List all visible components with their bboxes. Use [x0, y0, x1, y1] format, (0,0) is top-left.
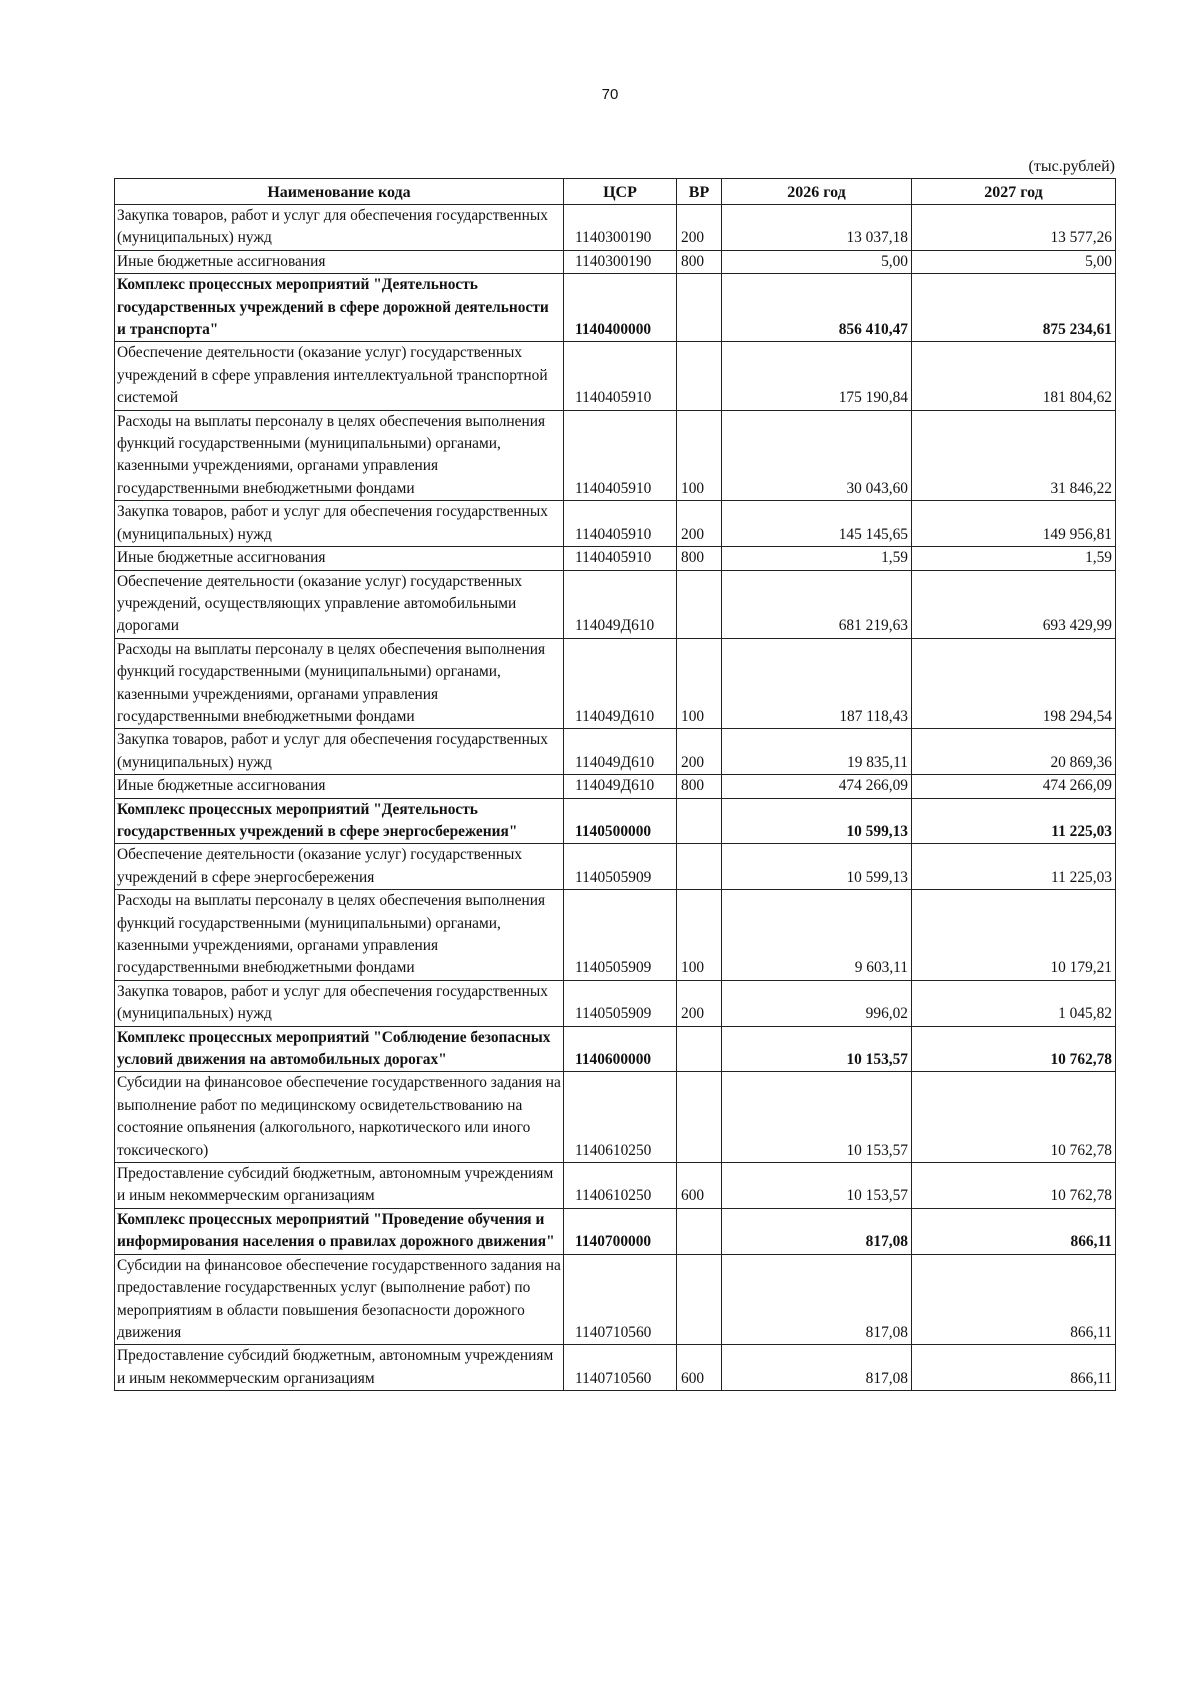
cell-vr: 100	[677, 638, 722, 729]
cell-vr: 100	[677, 890, 722, 981]
cell-csr: 1140405910	[564, 410, 677, 501]
cell-2026: 474 266,09	[722, 775, 912, 798]
cell-csr: 1140610250	[564, 1072, 677, 1163]
header-csr: ЦСР	[564, 179, 677, 205]
cell-csr: 1140505909	[564, 844, 677, 890]
cell-csr: 1140405910	[564, 501, 677, 547]
cell-2026: 996,02	[722, 980, 912, 1026]
cell-name: Расходы на выплаты персоналу в целях обеспечения выполнения функций государственными (муниципальными) органами, казенными учреждениями, органами управления государственными внебюджетными фондами	[115, 890, 564, 981]
cell-csr: 1140505909	[564, 980, 677, 1026]
cell-2027: 31 846,22	[912, 410, 1116, 501]
cell-2027: 10 762,78	[912, 1026, 1116, 1072]
cell-csr: 114049Д610	[564, 775, 677, 798]
cell-vr: 600	[677, 1345, 722, 1391]
cell-2027: 866,11	[912, 1345, 1116, 1391]
table-row	[115, 410, 1116, 501]
cell-csr: 114049Д610	[564, 638, 677, 729]
cell-vr	[677, 274, 722, 342]
cell-vr: 200	[677, 729, 722, 775]
cell-csr: 1140300190	[564, 250, 677, 273]
cell-2026: 1,59	[722, 547, 912, 570]
cell-2027: 5,00	[912, 250, 1116, 273]
cell-vr: 800	[677, 775, 722, 798]
page-number: 70	[601, 86, 619, 103]
cell-name: Иные бюджетные ассигнования	[115, 250, 564, 273]
cell-2026: 187 118,43	[722, 638, 912, 729]
cell-2027: 866,11	[912, 1254, 1116, 1345]
cell-csr: 1140300190	[564, 205, 677, 251]
cell-csr: 1140500000	[564, 798, 677, 844]
cell-2026: 19 835,11	[722, 729, 912, 775]
cell-csr: 1140405910	[564, 342, 677, 410]
cell-name: Обеспечение деятельности (оказание услуг) государственных учреждений в сфере управления интеллектуальной транспортной системой	[115, 342, 564, 410]
cell-2026: 5,00	[722, 250, 912, 273]
cell-2027: 866,11	[912, 1208, 1116, 1254]
cell-2026: 10 153,57	[722, 1026, 912, 1072]
cell-vr: 200	[677, 980, 722, 1026]
table-header-row	[115, 179, 1116, 205]
cell-csr: 114049Д610	[564, 570, 677, 638]
table-row	[115, 798, 1116, 844]
cell-2027: 11 225,03	[912, 798, 1116, 844]
table-row	[115, 1208, 1116, 1254]
table-row	[115, 250, 1116, 273]
cell-name: Закупка товаров, работ и услуг для обеспечения государственных (муниципальных) нужд	[115, 501, 564, 547]
cell-2026: 681 219,63	[722, 570, 912, 638]
table-row	[115, 547, 1116, 570]
table-row	[115, 1254, 1116, 1345]
cell-vr	[677, 570, 722, 638]
cell-2027: 875 234,61	[912, 274, 1116, 342]
cell-vr	[677, 1072, 722, 1163]
cell-2027: 181 804,62	[912, 342, 1116, 410]
table-row	[115, 274, 1116, 342]
cell-name: Субсидии на финансовое обеспечение государственного задания на предоставление государственных услуг (выполнение работ) по мероприятиям в области повышения безопасности дорожного движения	[115, 1254, 564, 1345]
cell-name: Предоставление субсидий бюджетным, автономным учреждениям и иным некоммерческим организациям	[115, 1163, 564, 1209]
cell-vr	[677, 1208, 722, 1254]
table-row	[115, 890, 1116, 981]
cell-name: Расходы на выплаты персоналу в целях обеспечения выполнения функций государственными (муниципальными) органами, казенными учреждениями, органами управления государственными внебюджетными фондами	[115, 638, 564, 729]
header-name: Наименование кода	[115, 179, 564, 205]
cell-vr: 200	[677, 501, 722, 547]
cell-vr: 800	[677, 547, 722, 570]
cell-name: Комплекс процессных мероприятий "Деятельность государственных учреждений в сфере энергосбережения"	[115, 798, 564, 844]
cell-vr: 200	[677, 205, 722, 251]
cell-name: Обеспечение деятельности (оказание услуг) государственных учреждений, осуществляющих управление автомобильными дорогами	[115, 570, 564, 638]
table-row	[115, 980, 1116, 1026]
cell-2027: 198 294,54	[912, 638, 1116, 729]
unit-note: (тыс.рублей)	[1028, 158, 1115, 175]
cell-csr: 1140700000	[564, 1208, 677, 1254]
table-row	[115, 1163, 1116, 1209]
cell-2027: 13 577,26	[912, 205, 1116, 251]
cell-2026: 10 599,13	[722, 798, 912, 844]
cell-2026: 175 190,84	[722, 342, 912, 410]
cell-name: Субсидии на финансовое обеспечение государственного задания на выполнение работ по медицинскому освидетельствованию на состояние опьянения (алкогольного, наркотического или иного токсического)	[115, 1072, 564, 1163]
cell-name: Предоставление субсидий бюджетным, автономным учреждениям и иным некоммерческим организациям	[115, 1345, 564, 1391]
table-row	[115, 729, 1116, 775]
table-row	[115, 1026, 1116, 1072]
cell-name: Закупка товаров, работ и услуг для обеспечения государственных (муниципальных) нужд	[115, 729, 564, 775]
table-row	[115, 205, 1116, 251]
cell-csr: 1140710560	[564, 1345, 677, 1391]
cell-csr: 1140505909	[564, 890, 677, 981]
cell-name: Комплекс процессных мероприятий "Деятельность государственных учреждений в сфере дорожной деятельности и транспорта"	[115, 274, 564, 342]
cell-2026: 30 043,60	[722, 410, 912, 501]
cell-name: Закупка товаров, работ и услуг для обеспечения государственных (муниципальных) нужд	[115, 205, 564, 251]
cell-name: Комплекс процессных мероприятий "Проведение обучения и информирования населения о правилах дорожного движения"	[115, 1208, 564, 1254]
budget-table	[114, 178, 1116, 1391]
table-row	[115, 342, 1116, 410]
cell-2027: 10 762,78	[912, 1163, 1116, 1209]
table-row	[115, 638, 1116, 729]
cell-csr: 114049Д610	[564, 729, 677, 775]
cell-2026: 817,08	[722, 1208, 912, 1254]
cell-csr: 1140405910	[564, 547, 677, 570]
cell-2026: 9 603,11	[722, 890, 912, 981]
cell-name: Иные бюджетные ассигнования	[115, 775, 564, 798]
cell-name: Закупка товаров, работ и услуг для обеспечения государственных (муниципальных) нужд	[115, 980, 564, 1026]
cell-csr: 1140610250	[564, 1163, 677, 1209]
cell-name: Обеспечение деятельности (оказание услуг) государственных учреждений в сфере энергосбережения	[115, 844, 564, 890]
cell-2026: 10 153,57	[722, 1163, 912, 1209]
cell-2027: 149 956,81	[912, 501, 1116, 547]
cell-vr	[677, 844, 722, 890]
cell-2026: 10 153,57	[722, 1072, 912, 1163]
table-row	[115, 1072, 1116, 1163]
cell-2027: 1 045,82	[912, 980, 1116, 1026]
cell-2026: 856 410,47	[722, 274, 912, 342]
cell-vr	[677, 798, 722, 844]
cell-2027: 20 869,36	[912, 729, 1116, 775]
cell-2027: 10 762,78	[912, 1072, 1116, 1163]
cell-name: Расходы на выплаты персоналу в целях обеспечения выполнения функций государственными (муниципальными) органами, казенными учреждениями, органами управления государственными внебюджетными фондами	[115, 410, 564, 501]
table-row	[115, 570, 1116, 638]
cell-2027: 474 266,09	[912, 775, 1116, 798]
cell-vr	[677, 1026, 722, 1072]
header-vr: ВР	[677, 179, 722, 205]
cell-name: Иные бюджетные ассигнования	[115, 547, 564, 570]
cell-vr: 800	[677, 250, 722, 273]
cell-csr: 1140400000	[564, 274, 677, 342]
cell-2026: 10 599,13	[722, 844, 912, 890]
cell-name: Комплекс процессных мероприятий "Соблюдение безопасных условий движения на автомобильных дорогах"	[115, 1026, 564, 1072]
table-row	[115, 844, 1116, 890]
cell-2027: 693 429,99	[912, 570, 1116, 638]
header-2026: 2026 год	[722, 179, 912, 205]
cell-vr: 600	[677, 1163, 722, 1209]
cell-csr: 1140710560	[564, 1254, 677, 1345]
header-2027: 2027 год	[912, 179, 1116, 205]
table-row	[115, 775, 1116, 798]
table-row	[115, 501, 1116, 547]
cell-2027: 1,59	[912, 547, 1116, 570]
cell-2026: 817,08	[722, 1345, 912, 1391]
cell-vr	[677, 342, 722, 410]
cell-2026: 817,08	[722, 1254, 912, 1345]
cell-2026: 13 037,18	[722, 205, 912, 251]
cell-2027: 11 225,03	[912, 844, 1116, 890]
cell-vr	[677, 1254, 722, 1345]
cell-2026: 145 145,65	[722, 501, 912, 547]
table-row	[115, 1345, 1116, 1391]
cell-csr: 1140600000	[564, 1026, 677, 1072]
cell-vr: 100	[677, 410, 722, 501]
cell-2027: 10 179,21	[912, 890, 1116, 981]
